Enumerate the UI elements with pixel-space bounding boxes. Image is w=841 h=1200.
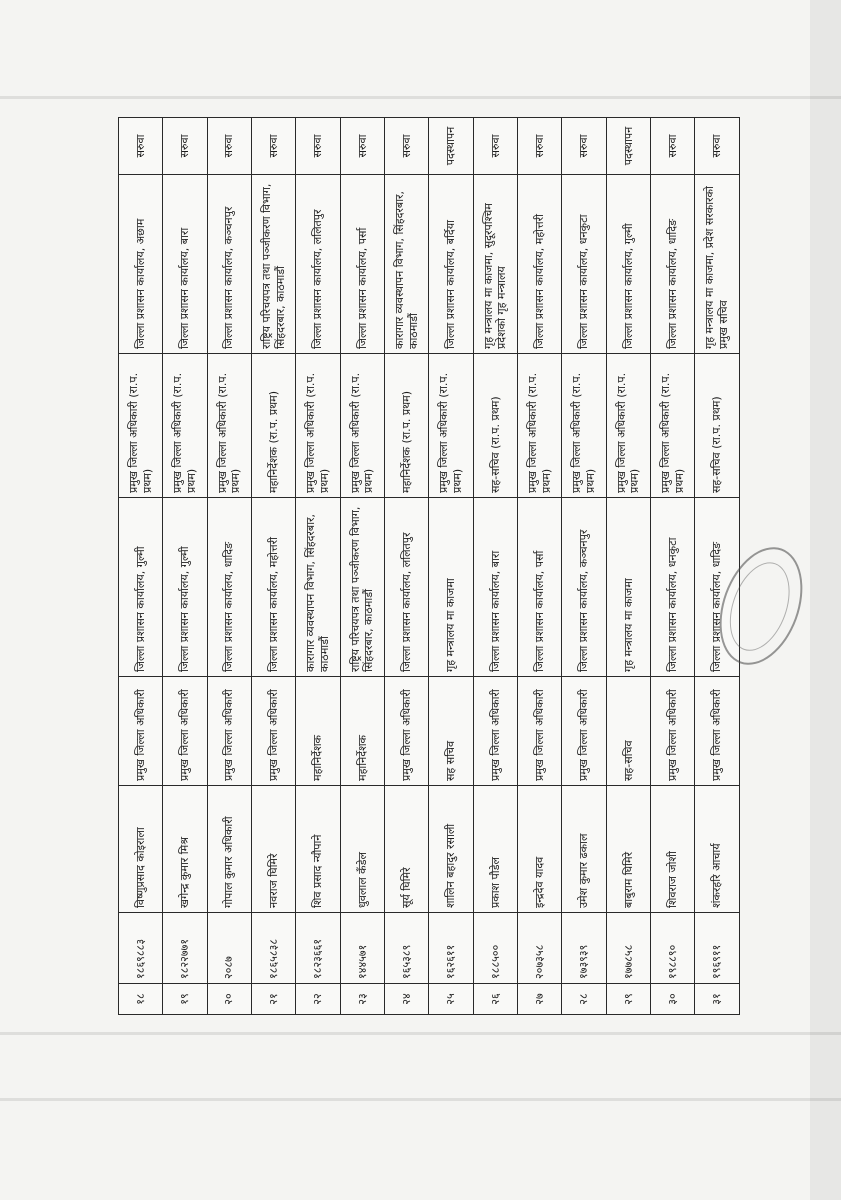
- cell-office: जिल्ला प्रशासन कार्यालय, पर्सा: [518, 498, 562, 677]
- cell-from: प्रमुख जिल्ला अधिकारी: [518, 677, 562, 786]
- cell-sn: २५: [429, 984, 473, 1015]
- cell-sn: २०: [207, 984, 251, 1015]
- table-row: [518, 118, 562, 1015]
- cell-id: १८८५००: [473, 913, 517, 984]
- cell-id: १६२६११: [429, 913, 473, 984]
- cell-sn: २२: [296, 984, 340, 1015]
- cell-to: प्रमुख जिल्ला अधिकारी (रा.प. प्रथम): [163, 354, 207, 498]
- cell-office: कारागार व्यवस्थापन विभाग, सिंहदरबार, काठमाडौं: [296, 498, 340, 677]
- cell-id: १९८८९०: [651, 913, 695, 984]
- table-row: [473, 118, 517, 1015]
- cell-office: गृह मन्त्रालय मा काजमा: [606, 498, 650, 677]
- cell-dest: जिल्ला प्रशासन कार्यालय, कञ्चनपुर: [207, 175, 251, 354]
- cell-from: सह-सचिव: [606, 677, 650, 786]
- cell-from: प्रमुख जिल्ला अधिकारी: [562, 677, 606, 786]
- table-row: [695, 118, 740, 1015]
- table-row: [606, 118, 650, 1015]
- cell-remark: सरुवा: [562, 118, 606, 175]
- cell-remark: सरुवा: [518, 118, 562, 175]
- cell-dest: जिल्ला प्रशासन कार्यालय, पर्सा: [340, 175, 384, 354]
- table-row: [296, 118, 340, 1015]
- cell-id: १७७८५८: [606, 913, 650, 984]
- cell-name: नवराज घिमिरे: [252, 786, 296, 913]
- cell-from: प्रमुख जिल्ला अधिकारी: [252, 677, 296, 786]
- cell-office: राष्ट्रिय परिचयपत्र तथा पञ्जीकरण विभाग, सिंहदरबार, काठमाडौं: [340, 498, 384, 677]
- cell-dest: राष्ट्रिय परिचयपत्र तथा पञ्जीकरण विभाग, सिंहदरबार, काठमाडौं: [252, 175, 296, 354]
- cell-remark: सरुवा: [695, 118, 740, 175]
- cell-id: १८६५८३८: [252, 913, 296, 984]
- cell-remark: सरुवा: [385, 118, 429, 175]
- cell-from: प्रमुख जिल्ला अधिकारी: [695, 677, 740, 786]
- cell-dest: जिल्ला प्रशासन कार्यालय, बर्दिया: [429, 175, 473, 354]
- cell-sn: २६: [473, 984, 517, 1015]
- cell-to: प्रमुख जिल्ला अधिकारी (रा.प. प्रथम): [296, 354, 340, 498]
- cell-to: प्रमुख जिल्ला अधिकारी (रा.प. प्रथम): [207, 354, 251, 498]
- cell-dest: जिल्ला प्रशासन कार्यालय, धादिङ: [651, 175, 695, 354]
- cell-dest: गृह मन्त्रालय मा काजमा, प्रदेश सरकारको प्रमुख सचिव: [695, 175, 740, 354]
- cell-sn: २१: [252, 984, 296, 1015]
- cell-id: १८६९८८३: [119, 913, 163, 984]
- transfer-table-body: [119, 118, 740, 1015]
- table-row: [385, 118, 429, 1015]
- cell-dest: जिल्ला प्रशासन कार्यालय, अछाम: [119, 175, 163, 354]
- cell-sn: ३०: [651, 984, 695, 1015]
- cell-to: प्रमुख जिल्ला अधिकारी (रा.प. प्रथम): [119, 354, 163, 498]
- cell-to: महानिर्देशक (रा.प. प्रथम): [252, 354, 296, 498]
- cell-name: इन्द्रदेव यादव: [518, 786, 562, 913]
- cell-to: प्रमुख जिल्ला अधिकारी (रा.प. प्रथम): [562, 354, 606, 498]
- cell-to: प्रमुख जिल्ला अधिकारी (रा.प. प्रथम): [651, 354, 695, 498]
- cell-office: जिल्ला प्रशासन कार्यालय, धादिङ: [207, 498, 251, 677]
- cell-remark: सरुवा: [651, 118, 695, 175]
- cell-dest: जिल्ला प्रशासन कार्यालय, धनकुटा: [562, 175, 606, 354]
- cell-sn: २९: [606, 984, 650, 1015]
- cell-sn: १८: [119, 984, 163, 1015]
- cell-sn: २७: [518, 984, 562, 1015]
- page-edge-shadow: [810, 0, 841, 1200]
- cell-from: प्रमुख जिल्ला अधिकारी: [119, 677, 163, 786]
- cell-office: जिल्ला प्रशासन कार्यालय, कञ्चनपुर: [562, 498, 606, 677]
- cell-name: प्रकाश पौडेल: [473, 786, 517, 913]
- cell-name: बाबुराम घिमिरे: [606, 786, 650, 913]
- cell-from: प्रमुख जिल्ला अधिकारी: [163, 677, 207, 786]
- cell-from: प्रमुख जिल्ला अधिकारी: [651, 677, 695, 786]
- rotated-table-wrapper: [118, 126, 740, 1015]
- cell-remark: सरुवा: [119, 118, 163, 175]
- cell-to: प्रमुख जिल्ला अधिकारी (रा.प. प्रथम): [518, 354, 562, 498]
- cell-name: धुवलाल कँडेल: [340, 786, 384, 913]
- cell-name: सूर्य घिमिरे: [385, 786, 429, 913]
- cell-id: १७३९३९: [562, 913, 606, 984]
- scan-streak: [0, 96, 841, 99]
- cell-id: १८२३६६१: [296, 913, 340, 984]
- cell-remark: सरुवा: [163, 118, 207, 175]
- cell-office: जिल्ला प्रशासन कार्यालय, महोत्तरी: [252, 498, 296, 677]
- cell-from: प्रमुख जिल्ला अधिकारी: [385, 677, 429, 786]
- cell-office: जिल्ला प्रशासन कार्यालय, गुल्मी: [119, 498, 163, 677]
- table-row: [562, 118, 606, 1015]
- cell-id: २०७३५८: [518, 913, 562, 984]
- scan-streak: [0, 1032, 841, 1035]
- cell-remark: सरुवा: [340, 118, 384, 175]
- cell-from: प्रमुख जिल्ला अधिकारी: [473, 677, 517, 786]
- cell-remark: पदस्थापन: [606, 118, 650, 175]
- cell-office: जिल्ला प्रशासन कार्यालय, ललितपुर: [385, 498, 429, 677]
- cell-office: जिल्ला प्रशासन कार्यालय, बारा: [473, 498, 517, 677]
- cell-office: जिल्ला प्रशासन कार्यालय, गुल्मी: [163, 498, 207, 677]
- cell-name: खगेन्द्र कुमार मिश्र: [163, 786, 207, 913]
- cell-id: १९६९११: [695, 913, 740, 984]
- cell-name: गोपाल कुमार अधिकारी: [207, 786, 251, 913]
- cell-sn: ३१: [695, 984, 740, 1015]
- cell-remark: पदस्थापन: [429, 118, 473, 175]
- cell-office: जिल्ला प्रशासन कार्यालय, धादिङ: [695, 498, 740, 677]
- cell-dest: जिल्ला प्रशासन कार्यालय, गुल्मी: [606, 175, 650, 354]
- cell-name: शंकरहरि आचार्य: [695, 786, 740, 913]
- scan-streak: [0, 1098, 841, 1101]
- table-row: [252, 118, 296, 1015]
- cell-sn: २३: [340, 984, 384, 1015]
- transfer-table: [118, 117, 740, 1015]
- cell-remark: सरुवा: [207, 118, 251, 175]
- table-row: [207, 118, 251, 1015]
- cell-to: प्रमुख जिल्ला अधिकारी (रा.प. प्रथम): [606, 354, 650, 498]
- cell-id: २०८७: [207, 913, 251, 984]
- cell-name: शिव प्रसाद न्यौपाने: [296, 786, 340, 913]
- cell-from: प्रमुख जिल्ला अधिकारी: [207, 677, 251, 786]
- cell-office: गृह मन्त्रालय मा काजमा: [429, 498, 473, 677]
- cell-remark: सरुवा: [296, 118, 340, 175]
- table-row: [163, 118, 207, 1015]
- cell-to: प्रमुख जिल्ला अधिकारी (रा.प. प्रथम): [340, 354, 384, 498]
- cell-id: १८२२७७१: [163, 913, 207, 984]
- cell-dest: जिल्ला प्रशासन कार्यालय, बारा: [163, 175, 207, 354]
- cell-to: सह-सचिव (रा.प. प्रथम): [473, 354, 517, 498]
- table-row: [119, 118, 163, 1015]
- cell-remark: सरुवा: [252, 118, 296, 175]
- cell-remark: सरुवा: [473, 118, 517, 175]
- cell-to: प्रमुख जिल्ला अधिकारी (रा.प. प्रथम): [429, 354, 473, 498]
- table-row: [340, 118, 384, 1015]
- cell-from: महानिर्देशक: [296, 677, 340, 786]
- cell-name: उमेश कुमार ढकाल: [562, 786, 606, 913]
- cell-id: १६५३८९: [385, 913, 429, 984]
- cell-dest: कारागार व्यवस्थापन विभाग, सिंहदरबार, काठमाडौं: [385, 175, 429, 354]
- cell-sn: १९: [163, 984, 207, 1015]
- cell-dest: गृह मन्त्रालय मा काजमा, सुदूरपश्चिम प्रदेशको गृह मन्त्रालय: [473, 175, 517, 354]
- cell-from: महानिर्देशक: [340, 677, 384, 786]
- cell-to: सह-सचिव (रा.प. प्रथम): [695, 354, 740, 498]
- cell-sn: २८: [562, 984, 606, 1015]
- cell-sn: २४: [385, 984, 429, 1015]
- cell-dest: जिल्ला प्रशासन कार्यालय, ललितपुर: [296, 175, 340, 354]
- cell-name: शिवराज जोशी: [651, 786, 695, 913]
- cell-id: १४४५७१: [340, 913, 384, 984]
- cell-name: विष्णुप्रसाद कोइराला: [119, 786, 163, 913]
- table-row: [429, 118, 473, 1015]
- table-row: [651, 118, 695, 1015]
- cell-to: महानिर्देशक (रा.प. प्रथम): [385, 354, 429, 498]
- cell-from: सह सचिव: [429, 677, 473, 786]
- cell-dest: जिल्ला प्रशासन कार्यालय, महोत्तरी: [518, 175, 562, 354]
- cell-office: जिल्ला प्रशासन कार्यालय, धनकुटा: [651, 498, 695, 677]
- cell-name: शालिन बहादुर रसाली: [429, 786, 473, 913]
